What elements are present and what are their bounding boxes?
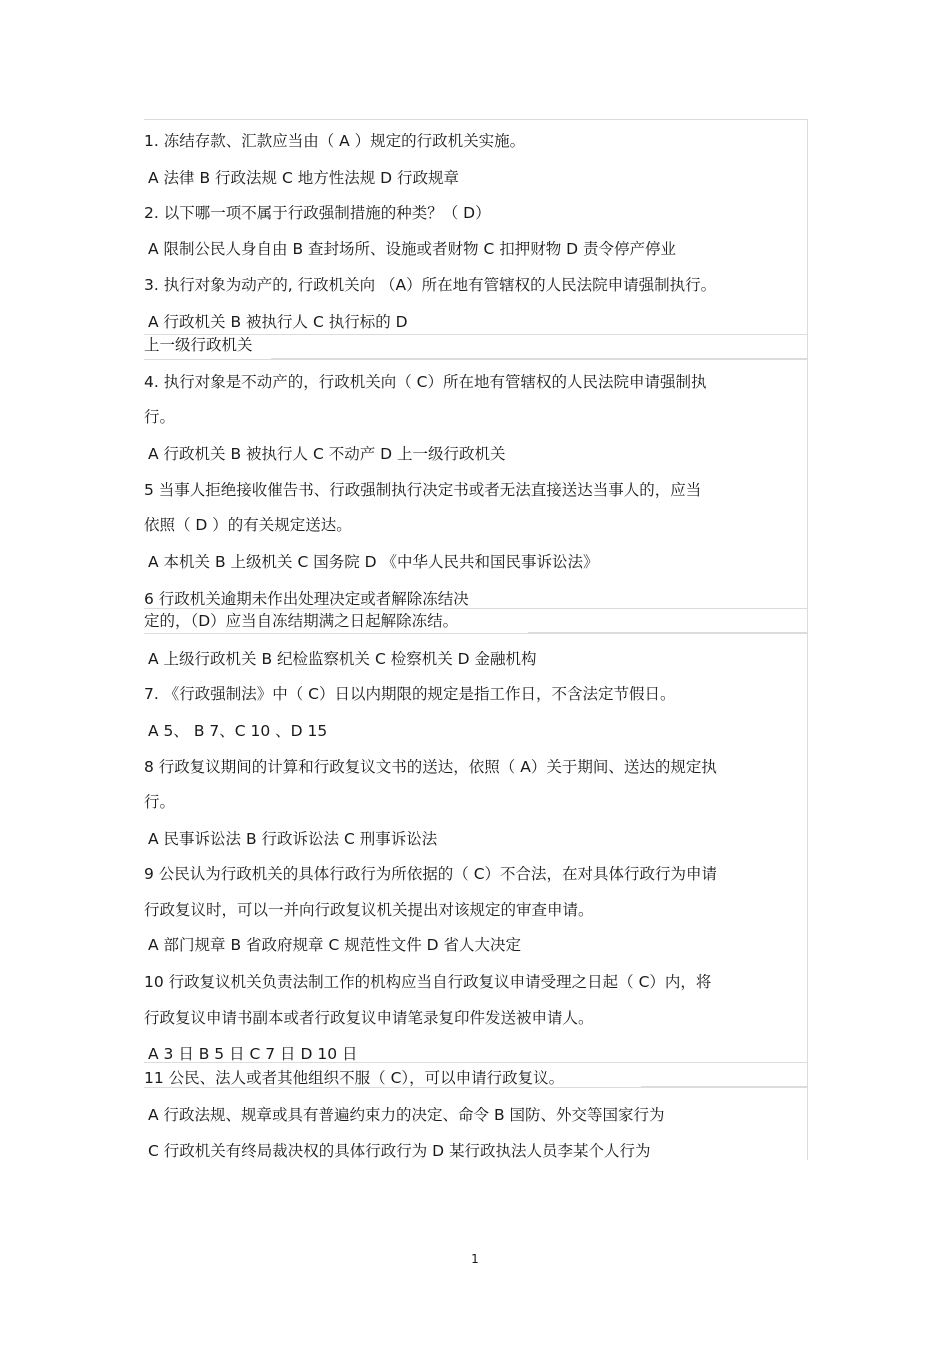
question-6-continued: 定的，（D）应当自冻结期满之日起解除冻结。 bbox=[144, 612, 459, 630]
page-number: 1 bbox=[471, 1252, 479, 1266]
question-9-continued: 行政复议时，可以一并向行政复议机关提出对该规定的审查申请。 bbox=[144, 901, 594, 919]
options-11-cd: C 行政机关有终局裁决权的具体行政行为 D 某行政执法人员李某个人行为 bbox=[148, 1142, 651, 1160]
question-1: 1. 冻结存款、汇款应当由（ A ）规定的行政机关实施。 bbox=[144, 132, 526, 150]
options-6: A 上级行政机关 B 纪检监察机关 C 检察机关 D 金融机构 bbox=[148, 650, 537, 668]
question-5: 5 当事人拒绝接收催告书、行政强制执行决定书或者无法直接送达当事人的，应当 bbox=[144, 481, 702, 499]
question-8-continued: 行。 bbox=[144, 793, 176, 811]
options-5: A 本机关 B 上级机关 C 国务院 D 《中华人民共和国民事诉讼法》 bbox=[148, 553, 599, 571]
question-5-continued: 依照（ D ）的有关规定送达。 bbox=[144, 516, 352, 534]
question-11: 11 公民、法人或者其他组织不服（ C），可以申请行政复议。 bbox=[144, 1069, 565, 1087]
frame-6 bbox=[641, 1063, 808, 1087]
question-6: 6 行政机关逾期未作出处理决定或者解除冻结决 bbox=[144, 590, 469, 608]
options-8: A 民事诉讼法 B 行政诉讼法 C 刑事诉讼法 bbox=[148, 830, 438, 848]
frame-2 bbox=[271, 335, 808, 359]
question-3: 3. 执行对象为动产的, 行政机关向 （A）所在地有管辖权的人民法院申请强制执行。 bbox=[144, 276, 717, 294]
question-10-continued: 行政复议申请书副本或者行政复议申请笔录复印件发送被申请人。 bbox=[144, 1009, 594, 1027]
question-10: 10 行政复议机关负责法制工作的机构应当自行政复议申请受理之日起（ C）内，将 bbox=[144, 973, 712, 991]
options-3-continued: 上一级行政机关 bbox=[144, 336, 253, 354]
options-10: A 3 日 B 5 日 C 7 日 D 10 日 bbox=[148, 1045, 358, 1063]
frame-1 bbox=[144, 119, 808, 335]
question-8: 8 行政复议期间的计算和行政复议文书的送达，依照（ A）关于期间、送达的规定执 bbox=[144, 758, 717, 776]
options-11-ab: A 行政法规、规章或具有普遍约束力的决定、命令 B 国防、外交等国家行为 bbox=[148, 1106, 665, 1124]
question-2: 2. 以下哪一项不属于行政强制措施的种类？（ D） bbox=[144, 204, 491, 222]
options-2: A 限制公民人身自由 B 查封场所、设施或者财物 C 扣押财物 D 责令停产停业 bbox=[148, 240, 676, 258]
options-7: A 5、 B 7、C 10 、D 15 bbox=[148, 722, 328, 740]
question-7: 7. 《行政强制法》中（ C）日以内期限的规定是指工作日，不含法定节假日。 bbox=[144, 685, 676, 703]
question-4-continued: 行。 bbox=[144, 408, 176, 426]
question-9: 9 公民认为行政机关的具体行政行为所依据的（ C）不合法，在对具体行政行为申请 bbox=[144, 865, 718, 883]
options-1: A 法律 B 行政法规 C 地方性法规 D 行政规章 bbox=[148, 169, 459, 187]
options-3: A 行政机关 B 被执行人 C 执行标的 D bbox=[148, 313, 408, 331]
options-4: A 行政机关 B 被执行人 C 不动产 D 上一级行政机关 bbox=[148, 445, 506, 463]
question-4: 4. 执行对象是不动产的，行政机关向（ C）所在地有管辖权的人民法院申请强制执 bbox=[144, 373, 707, 391]
options-9: A 部门规章 B 省政府规章 C 规范性文件 D 省人大决定 bbox=[148, 936, 521, 954]
frame-4 bbox=[528, 609, 808, 633]
